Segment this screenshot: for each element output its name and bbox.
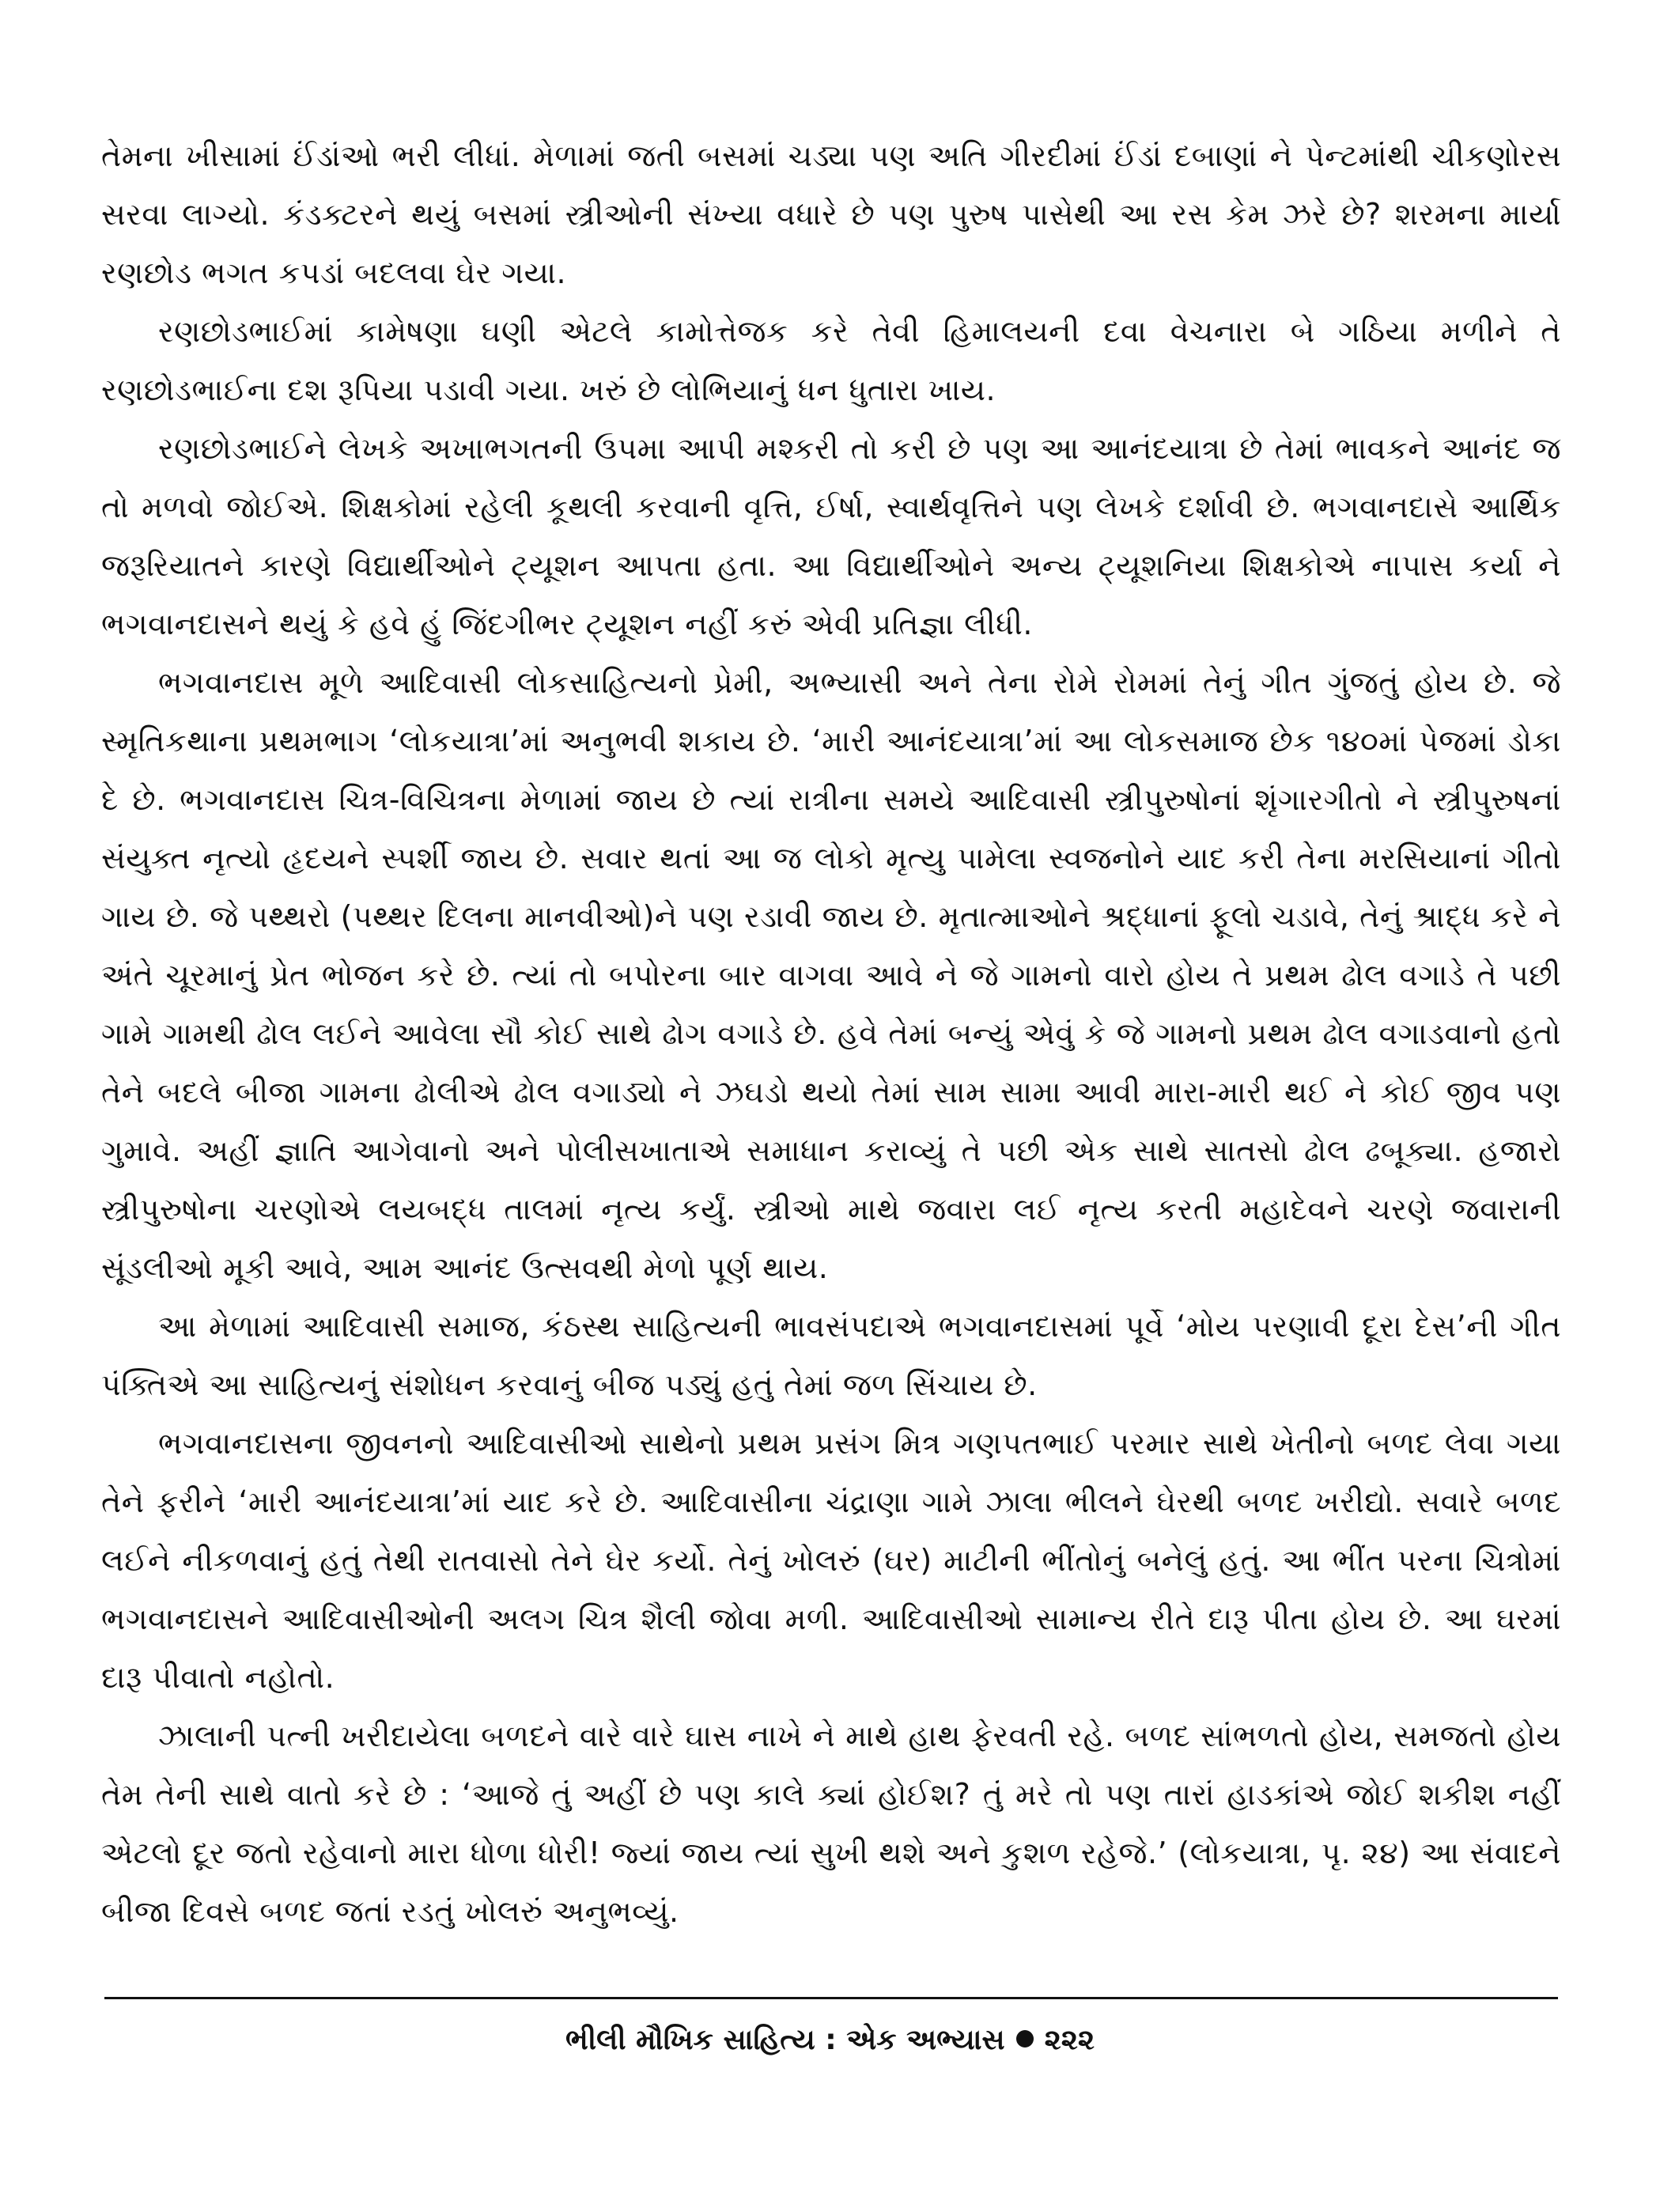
- paragraph-3: રણછોડભાઈને લેખકે અખાભગતની ઉપમા આપી મશ્કરી તો કરી છે પણ આ આનંદયાત્રા છે તેમાં ભાવકને આનંદ જ તો મળવો જોઈએ. શિક્ષકોમાં રહેલી કૂથલી કરવાની વૃત્તિ, ઈર્ષા, સ્વાર્થવૃત્તિને પણ લેખકે દર્શાવી છે. ભગવાનદાસે આર્થિક જરૂરિયાતને કારણે વિદ્યાર્થીઓને ટ્યૂશન આપતા હતા. આ વિદ્યાર્થીઓને અન્ય ટ્યૂશનિયા શિક્ષકોએ નાપાસ કર્યા ને ભગવાનદાસને થયું કે હવે હું જિંદગીભર ટ્યૂશન નહીં કરું એવી પ્રતિજ્ઞા લીધી.: [101, 431, 1561, 641]
- bullet-icon: [1016, 2030, 1034, 2048]
- book-title: ભીલી મૌખિક સાહિત્ય : એક અભ્યાસ: [565, 2024, 1005, 2056]
- paragraph-7: ઝાલાની પત્ની ખરીદાયેલા બળદને વારે વારે ઘાસ નાખે ને માથે હાથ ફેરવતી રહે. બળદ સાંભળતો હોય, સમજતો હોય તેમ તેની સાથે વાતો કરે છે : ‘આજે તું અહીં છે પણ કાલે ક્યાં હોઈશ? તું મરે તો પણ તારાં હાડકાંએ જોઈ શકીશ નહીં એટલો દૂર જતો રહેવાનો મારા ધોળા ધોરી! જ્યાં જાય ત્યાં સુખી થશે અને કુશળ રહેજે.’ (લોકયાત્રા, પૃ. ૨૪) આ સંવાદને બીજા દિવસે બળદ જતાં રડતું ખોલરું અનુભવ્યું.: [101, 1719, 1561, 1929]
- footer-divider: [104, 1997, 1558, 1999]
- paragraph-1: તેમના ખીસામાં ઈંડાંઓ ભરી લીધાં. મેળામાં જતી બસમાં ચડ્યા પણ અતિ ગીરદીમાં ઈંડાં દબાણાં ને પેન્ટમાંથી ચીકણોરસ સરવા લાગ્યો. કંડક્ટરને થયું બસમાં સ્ત્રીઓની સંખ્યા વધારે છે પણ પુરુષ પાસેથી આ રસ કેમ ઝરે છે? શરમના માર્યા રણછોડ ભગત કપડાં બદલવા ઘેર ગયા.: [101, 138, 1561, 290]
- page-body: [101, 127, 1561, 1941]
- paragraph-2: રણછોડભાઈમાં કામેષણા ઘણી એટલે કામોત્તેજક કરે તેવી હિમાલયની દવા વેચનારા બે ગઠિયા મળીને તે રણછોડભાઈના દશ રૂપિયા પડાવી ગયા. ખરું છે લોભિયાનું ધન ધુતારા ખાય.: [101, 314, 1561, 407]
- paragraph-4: ભગવાનદાસ મૂળે આદિવાસી લોકસાહિત્યનો પ્રેમી, અભ્યાસી અને તેના રોમે રોમમાં તેનું ગીત ગુંજતું હોય છે. જે સ્મૃતિકથાના પ્રથમભાગ ‘લોકયાત્રા’માં અનુભવી શકાય છે. ‘મારી આનંદયાત્રા’માં આ લોકસમાજ છેક ૧૪૦માં પેજમાં ડોકા દે છે. ભગવાનદાસ ચિત્ર-વિચિત્રના મેળામાં જાય છે ત્યાં રાત્રીના સમયે આદિવાસી સ્ત્રીપુરુષોનાં શૃંગારગીતો ને સ્ત્રીપુરુષનાં સંયુક્ત નૃત્યો હૃદયને સ્પર્શી જાય છે. સવાર થતાં આ જ લોકો મૃત્યુ પામેલા સ્વજનોને યાદ કરી તેના મરસિયાનાં ગીતો ગાય છે. જે પથ્થરો (પથ્થર દિલના માનવીઓ)ને પણ રડાવી જાય છે. મૃતાત્માઓને શ્રદ્ધાનાં ફૂલો ચડાવે, તેનું શ્રાદ્ધ કરે ને અંતે ચૂરમાનું પ્રેત ભોજન કરે છે. ત્યાં તો બપોરના બાર વાગવા આવે ને જે ગામનો વારો હોય તે પ્રથમ ઢોલ વગાડે તે પછી ગામે ગામથી ઢોલ લઈને આવેલા સૌ કોઈ સાથે ઢોગ વગાડે છે. હવે તેમાં બન્યું એવું કે જે ગામનો પ્રથમ ઢોલ વગાડવાનો હતો તેને બદલે બીજા ગામના ઢોલીએ ઢોલ વગાડ્યો ને ઝઘડો થયો તેમાં સામ સામા આવી મારા-મારી થઈ ને કોઈ જીવ પણ ગુમાવે. અહીં જ્ઞાતિ આગેવાનો અને પોલીસખાતાએ સમાધાન કરાવ્યું તે પછી એક સાથે સાતસો ઢોલ ઢબૂક્યા. હજારો સ્ત્રીપુરુષોના ચરણોએ લયબદ્ધ તાલમાં નૃત્ય કર્યું. સ્ત્રીઓ માથે જવારા લઈ નૃત્ય કરતી મહાદેવને ચરણે જવારાની સૂંડલીઓ મૂકી આવે, આમ આનંદ ઉત્સવથી મેળો પૂર્ણ થાય.: [101, 665, 1561, 1285]
- page-footer: [0, 2018, 1660, 2063]
- page-number: ૨૨૨: [1044, 2024, 1095, 2056]
- paragraph-5: આ મેળામાં આદિવાસી સમાજ, કંઠસ્થ સાહિત્યની ભાવસંપદાએ ભગવાનદાસમાં પૂર્વે ‘મોય પરણાવી દૂરા દેસ’ની ગીત પંક્તિએ આ સાહિત્યનું સંશોધન કરવાનું બીજ પડ્યું હતું તેમાં જળ સિંચાય છે.: [101, 1309, 1561, 1402]
- paragraph-6: ભગવાનદાસના જીવનનો આદિવાસીઓ સાથેનો પ્રથમ પ્રસંગ મિત્ર ગણપતભાઈ પરમાર સાથે ખેતીનો બળદ લેવા ગયા તેને ફરીને ‘મારી આનંદયાત્રા’માં યાદ કરે છે. આદિવાસીના ચંદ્રાણા ગામે ઝાલા ભીલને ઘેરથી બળદ ખરીદ્યો. સવારે બળદ લઈને નીકળવાનું હતું તેથી રાતવાસો તેને ઘેર કર્યો. તેનું ખોલરું (ઘર) માટીની ભીંતોનું બનેલું હતું. આ ભીંત પરના ચિત્રોમાં ભગવાનદાસને આદિવાસીઓની અલગ ચિત્ર શૈલી જોવા મળી. આદિવાસીઓ સામાન્ય રીતે દારૂ પીતા હોય છે. આ ઘરમાં દારૂ પીવાતો નહોતો.: [101, 1426, 1561, 1695]
